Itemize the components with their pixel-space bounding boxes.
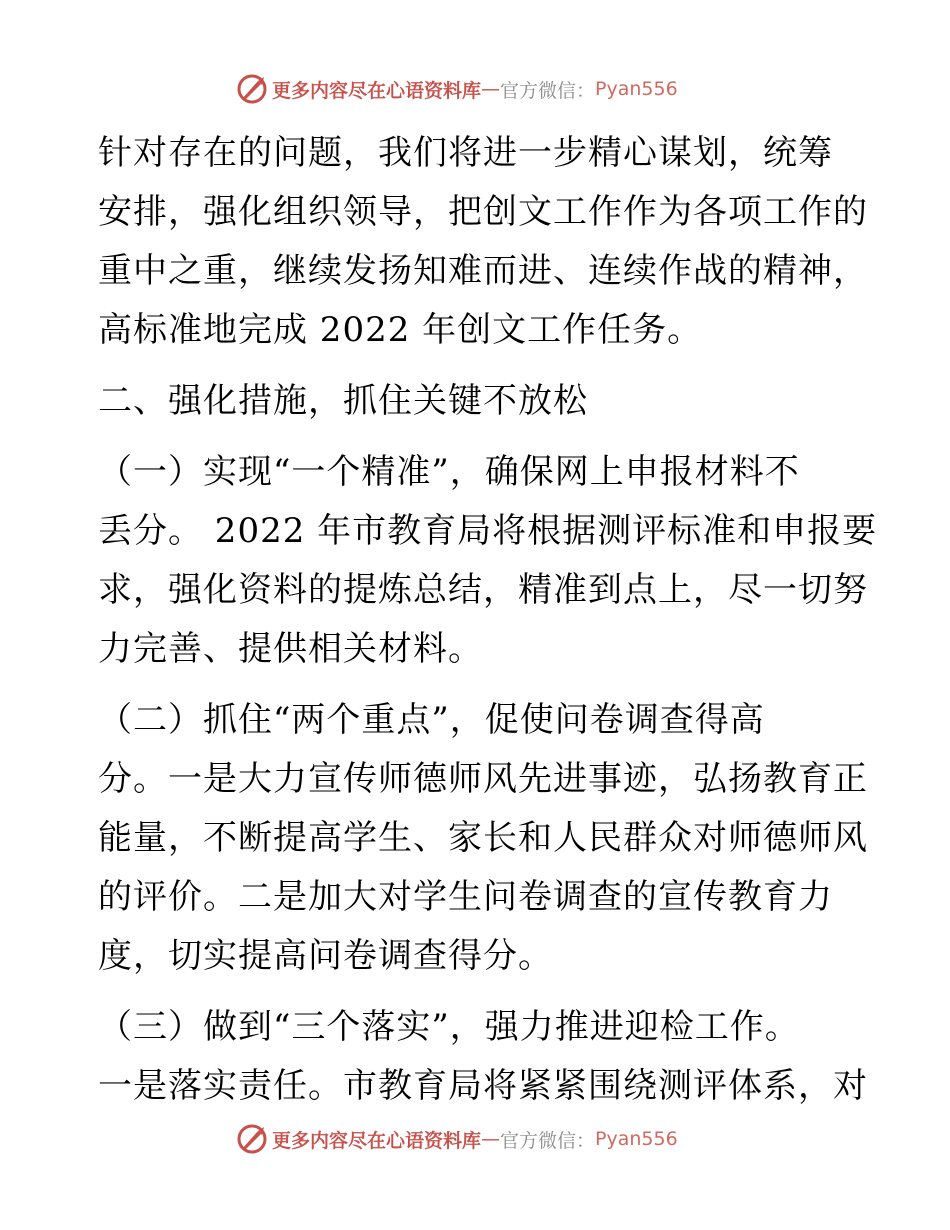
paragraph-point-two bbox=[98, 691, 868, 986]
text-line: 度，切实提高问卷调查得分。 bbox=[98, 936, 553, 976]
text-line: 重中之重，继续发扬知难而进、连续作战的精神， bbox=[98, 251, 868, 291]
banner-brand-text: 更多内容尽在心语资料库 bbox=[272, 79, 482, 102]
banner-wechat-id: Pyan556 bbox=[595, 78, 678, 100]
text-line: （二）抓住“两个重点”，促使问卷调查得高 bbox=[98, 700, 765, 740]
footer-banner bbox=[236, 1122, 716, 1156]
document-body bbox=[98, 124, 878, 1116]
text-line: 高标准地完成 2022 年创文工作任务。 bbox=[98, 310, 703, 350]
text-line: （三）做到“三个落实”，强力推进迎检工作。 bbox=[98, 1007, 800, 1047]
paragraph-point-three bbox=[98, 998, 868, 1116]
text-line: 能量，不断提高学生、家长和人民群众对师德师风 bbox=[98, 818, 868, 858]
text-line: 安排，强化组织领导，把创文工作作为各项工作的 bbox=[98, 192, 868, 232]
text-line: 求，强化资料的提炼总结，精准到点上，尽一切努 bbox=[98, 570, 868, 610]
banner-wechat-id: Pyan556 bbox=[595, 1128, 678, 1150]
paragraph-intro bbox=[98, 124, 868, 360]
text-line: 一是落实责任。市教育局将紧紧围绕测评体系，对 bbox=[98, 1066, 868, 1106]
text-line: 分。一是大力宣传师德师风先进事迹，弘扬教育正 bbox=[98, 759, 868, 799]
paragraph-point-one bbox=[98, 443, 878, 679]
text-line: 针对存在的问题，我们将进一步精心谋划，统筹 bbox=[98, 133, 833, 173]
text-line: （一）实现“一个精准”，确保网上申报材料不 bbox=[98, 452, 800, 492]
text-line: 的评价。二是加大对学生问卷调查的宣传教育力 bbox=[98, 877, 833, 917]
banner-official-label: 官方微信： bbox=[500, 1129, 596, 1152]
text-line: 丢分。 2022 年市教育局将根据测评标准和申报要 bbox=[98, 511, 878, 551]
banner-dash: — bbox=[481, 1128, 501, 1150]
banner-brand-text: 更多内容尽在心语资料库 bbox=[272, 1129, 482, 1152]
quill-pen-logo-icon bbox=[236, 1123, 268, 1155]
banner-dash: — bbox=[481, 78, 501, 100]
header-banner bbox=[236, 72, 716, 106]
heading-line: 二、强化措施，抓住关键不放松 bbox=[98, 381, 588, 421]
banner-official-label: 官方微信： bbox=[500, 79, 596, 102]
section-heading bbox=[98, 372, 858, 431]
text-line: 力完善、提供相关材料。 bbox=[98, 629, 483, 669]
quill-pen-logo-icon bbox=[236, 73, 268, 105]
